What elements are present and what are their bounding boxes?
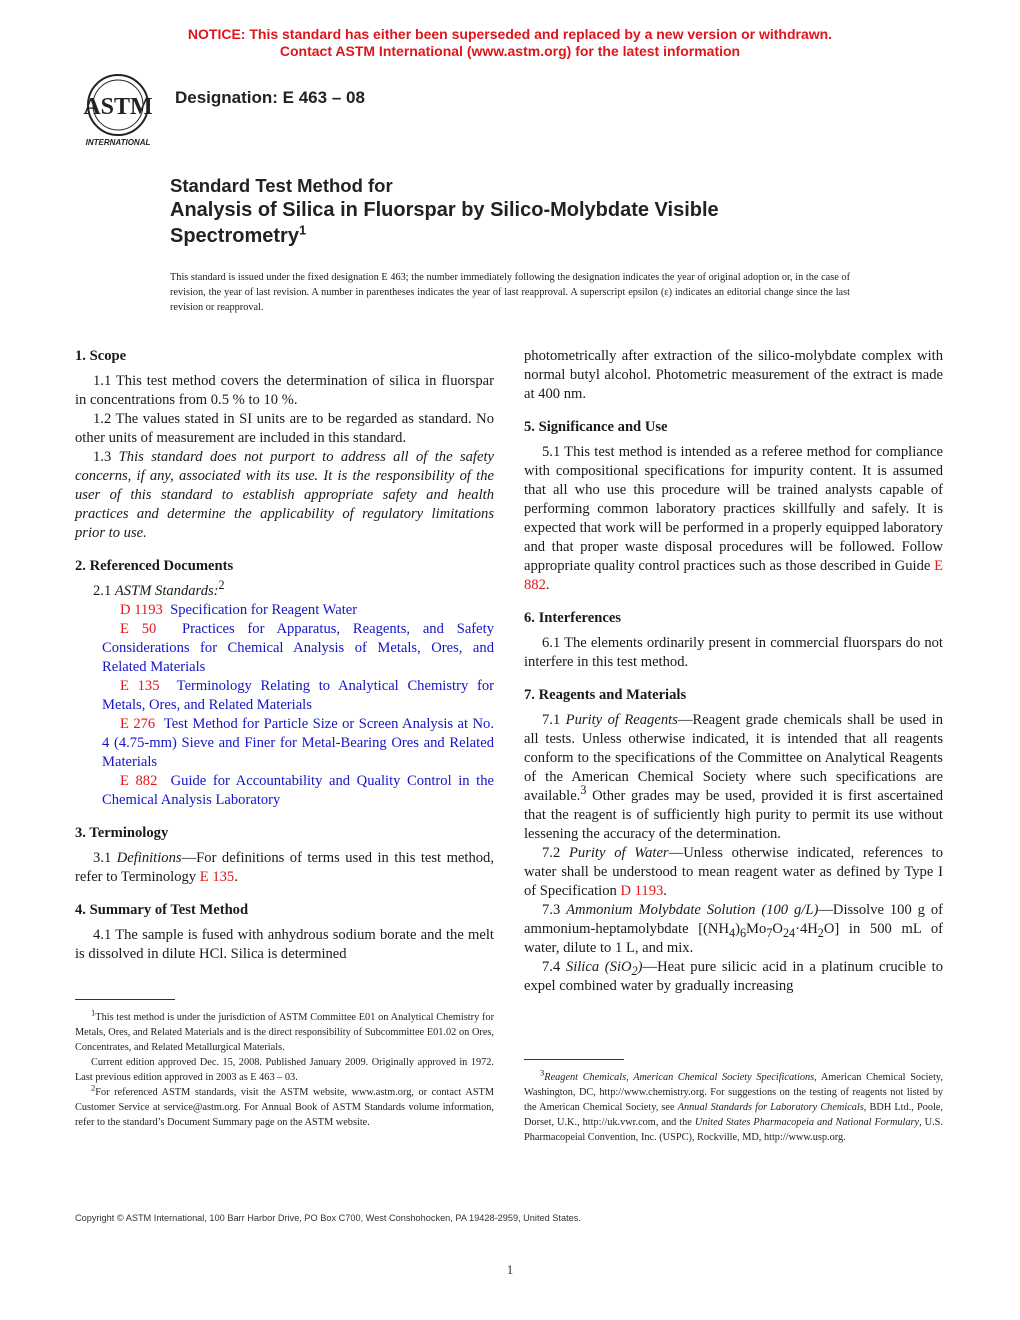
paragraph-1-3: 1.3 This standard does not purport to address all of the safety concerns, if any, associated with its use. It is the responsibility of the user of this standard to establish appropriate safety and health practices and determine the applicability of regulatory limitations prior to use. (75, 449, 494, 541)
page-number: 1 (506, 1262, 514, 1277)
link-e135[interactable]: E 135 (199, 869, 235, 885)
right-column (524, 347, 943, 996)
paragraph-7-4: 7.4 Silica (SiO$_2$)—Heat pure silicic acid in a platinum crucible to expel combined water by gradually increasing (524, 959, 944, 994)
paragraph-1-2: 1.2 The values stated in SI units are to be regarded as standard. No other units of measurement are included in this standard. (75, 411, 494, 446)
logo-text: ASTM (83, 94, 153, 120)
section-heading-reagents: 7. Reagents and Materials (524, 687, 687, 703)
notice-line-2: Contact ASTM International (www.astm.org) for the latest information (279, 43, 741, 59)
ref-e882[interactable]: E 882 Guide for Accountability and Quality Control in the Chemical Analysis Laboratory (102, 773, 495, 808)
notice-line-1: NOTICE: This standard has either been superseded and replaced by a new version or withdrawn. (187, 26, 833, 42)
document-title (170, 175, 870, 249)
footnote-1b: Current edition approved Dec. 15, 2008. Published January 2009. Originally approved in 1972. Last previous edition approved in 2003 as E 463 – 03. (75, 1057, 494, 1083)
title-line-3: Spectrometry (170, 225, 299, 247)
title-footnote-mark: 1 (298, 222, 307, 238)
paragraph-3-1: 3.1 Definitions—For definitions of terms used in this test method, refer to Terminology E 135. (75, 850, 494, 885)
paragraph-7-3: 7.3 Ammonium Molybdate Solution (100 g/L)—Dissolve 100 g of ammonium-heptamolybdate $[(NH_4)_6Mo_7O_{24}\cdot 4H_2O]$ in 500 mL of water, dilute to 1 L, and mix. (524, 902, 943, 956)
footnote-2: $^2$For referenced ASTM standards, visit the ASTM website, www.astm.org, or contact ASTM Customer Service at service@astm.org. For Annual Book of ASTM Standards volume information, refer to the standard’s Document Summary page on the ASTM website. (75, 1082, 494, 1128)
section-heading-scope: 1. Scope (75, 348, 127, 364)
logo-subtext: INTERNATIONAL (85, 138, 151, 147)
paragraph-7-1: 7.1 Purity of Reagents—Reagent grade chemicals shall be used in all tests. Unless otherwise indicated, it is intended that all reagents conform to the specifications of the Committee on Analytical Reagents of the American Chemical Society where such specifications are available.$^3$ Other grades may be used, provided it is first ascertained that the reagent is of sufficiently high purity to permit its use without lessening the accuracy of the determination. (524, 712, 943, 842)
ref-e276[interactable]: E 276 Test Method for Particle Size or Screen Analysis at No. 4 (4.75-mm) Sieve and Finer for Metal-Bearing Ores and Related Materials (102, 716, 494, 770)
footnotes-right (524, 1067, 944, 1145)
paragraph-1-1: 1.1 This test method covers the determination of silica in fluorspar in concentrations from 0.5 % to 10 %. (75, 373, 494, 408)
section-heading-interferences: 6. Interferences (524, 610, 621, 626)
paragraph-7-2: 7.2 Purity of Water—Unless otherwise indicated, references to water shall be understood to mean reagent water as defined by Type I of Specification D 1193. (524, 845, 944, 899)
ref-e50[interactable]: E 50 Practices for Apparatus, Reagents, and Safety Considerations for Chemical Analysis of Metals, Ores, and Related Materials (102, 621, 494, 675)
section-heading-summary: 4. Summary of Test Method (75, 902, 249, 918)
paragraph-4-1: 4.1 The sample is fused with anhydrous sodium borate and the melt is dissolved in dilute HCl. Silica is determined (75, 927, 494, 962)
left-column (75, 347, 494, 964)
section-heading-referenced-documents: 2. Referenced Documents (75, 558, 234, 574)
issued-note: This standard is issued under the fixed designation E 463; the number immediately following the designation indicates the year of original adoption or, in the case of revision, the year of last revision. A number in parentheses indicates the year of last reapproval. A superscript epsilon (ε) indicates an editorial change since the last revision or reapproval. (170, 272, 850, 313)
paragraph-2-1: 2.1 ASTM Standards:$^2$ (93, 578, 225, 599)
section-heading-terminology: 3. Terminology (75, 825, 169, 841)
ref-d1193[interactable]: D 1193 Specification for Reagent Water (120, 602, 358, 618)
paragraph-6-1: 6.1 The elements ordinarily present in commercial fluorspars do not interfere in this test method. (524, 635, 943, 670)
link-e882[interactable]: E 882 (524, 558, 943, 593)
superseded-notice (0, 26, 1020, 60)
footnotes-left (75, 1007, 494, 1130)
designation: Designation: E 463 – 08 (175, 88, 365, 107)
paragraph-4-1-continued: photometrically after extraction of the silico-molybdate complex with normal butyl alcohol. Photometric measurement of the extract is made at 400 nm. (524, 348, 943, 402)
footnote-1: $^1$This test method is under the jurisdiction of ASTM Committee E01 on Analytical Chemistry for Metals, Ores, and Related Materials and is the direct responsibility of Subcommittee E01.02 on Ores, Concentrates, and Related Metallurgical Materials. (75, 1007, 494, 1053)
astm-logo (76, 72, 160, 150)
title-line-1: Standard Test Method for (170, 175, 393, 196)
footnote-3: $^3$Reagent Chemicals, American Chemical Society Specifications, American Chemical Society, Washington, DC, http://www.chemistry.org. For suggestions on the testing of reagents not listed by the American Chemical Society, see Annual Standards for Laboratory Chemicals, BDH Ltd., Poole, Dorset, U.K., http://uk.vwr.com, and the United States Pharmacopeia and National Formulary, U.S. Pharmacopeial Convention, Inc. (USPC), Rockville, MD, http://www.usp.org. (524, 1067, 944, 1143)
ref-e135[interactable]: E 135 Terminology Relating to Analytical Chemistry for Metals, Ores, and Related Materials (102, 678, 494, 713)
paragraph-5-1: 5.1 This test method is intended as a referee method for compliance with compositional specifications for impurity content. It is assumed that all who use this procedure will be trained analysts capable of performing common laboratory practices skillfully and safely. It is expected that work will be performed in a properly equipped laboratory and that proper waste disposal procedures will be followed. Follow appropriate quality control practices such as those described in Guide E 882. (524, 444, 943, 593)
footnote-divider-left (75, 999, 175, 1000)
link-d1193[interactable]: D 1193 (620, 883, 664, 899)
footnote-divider-right (524, 1059, 624, 1060)
copyright: Copyright © ASTM International, 100 Barr Harbor Drive, PO Box C700, West Conshohocken, PA 19428-2959, United States. (75, 1213, 581, 1223)
title-line-2: Analysis of Silica in Fluorspar by Silico-Molybdate Visible (170, 199, 719, 221)
section-heading-significance: 5. Significance and Use (524, 419, 668, 435)
